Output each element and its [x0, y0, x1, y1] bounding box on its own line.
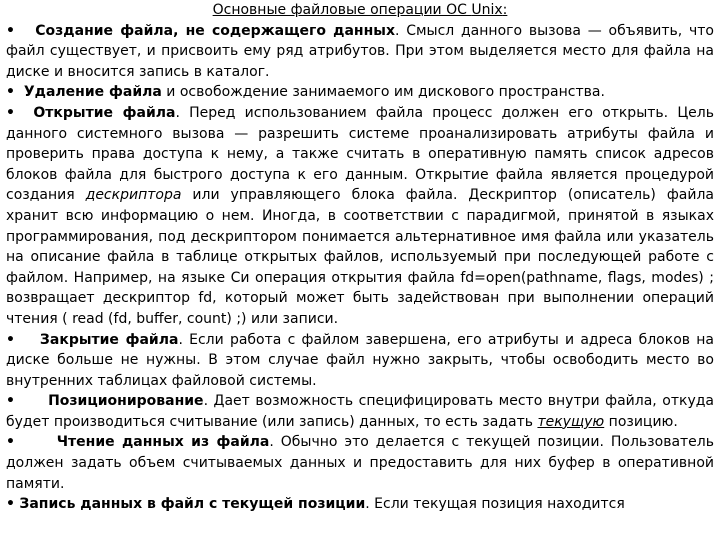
bullet-marker: • [6, 393, 15, 410]
term-positioning: Позиционирование [48, 393, 204, 410]
list-item-delete-file [6, 82, 714, 103]
list-item-close-file [6, 330, 714, 392]
title-prefix: Основные файловые операции ОС [212, 2, 472, 18]
list-item-write-data [6, 494, 714, 515]
desc-open-file-part1: . Перед использованием файла процесс должен его открыть. Цель данного системного вызова — разрешить системе проанализировать атрибуты файла и проверить права доступа к нему, а также считать в оперативную память список адресов блоков файла для быстрого доступа к его данным. Открытие файла является процедурой создания [6, 104, 714, 204]
desc-open-file-part2: или управляющего блока файла. Дескриптор (описатель) файла хранит всю информацию о нем. Иногда, в соответствии с парадигмой, принятой в языках программирования, под дескриптором понимается альтернативное имя файла или указатель на описание файла в таблице открытых файлов, используемый при последующей работе с файлом. Например, на языке Си операция открытия файла fd=open(pathname, flags, modes) ; возвращает дескриптор fd, который может быть задействован при выполнении операций чтения ( read (fd, buffer, count) ;) или записи. [6, 187, 714, 327]
list-item-create-file [6, 21, 714, 83]
bullet-marker: • [6, 84, 15, 101]
desc-positioning-part2: позицию. [604, 413, 678, 430]
bullet-marker: • [6, 434, 15, 451]
page-title [6, 0, 714, 21]
term-close-file: Закрытие файла [39, 331, 179, 348]
desc-read-data: . Обычно это делается с текущей позиции. Пользователь должен задать объем считываемых данных и предоставить для них буфер в оперативной памяти. [6, 434, 714, 492]
title-suffix: : [502, 2, 508, 18]
term-open-file: Открытие файла [33, 104, 176, 121]
desc-positioning-part1: . Дает возможность специфицировать место внутри файла, откуда будет производиться считывание (или запись) данных, то есть задать [6, 393, 714, 430]
desc-write-data: . Если текущая позиция находится [365, 496, 625, 513]
bullet-marker: • [6, 496, 15, 513]
bullet-marker: • [6, 22, 15, 39]
list-item-open-file [6, 103, 714, 330]
desc-close-file: . Если работа с файлом завершена, его атрибуты и адреса блоков на диске больше не нужны. В этом случае файл нужно закрыть, чтобы освободить место во внутренних таблицах файловой системы. [6, 331, 714, 389]
list-item-read-data [6, 432, 714, 494]
term-create-file: Создание файла, не содержащего данных [35, 22, 395, 39]
term-write-data: Запись данных в файл с текущей позиции [19, 496, 366, 513]
term-read-data: Чтение данных из файла [56, 434, 270, 451]
list-item-positioning [6, 391, 714, 432]
term-current: текущую [537, 413, 605, 430]
bullet-marker: • [6, 104, 15, 121]
title-os-name: Unix [471, 2, 503, 18]
term-delete-file: Удаление файла [23, 84, 162, 101]
bullet-marker: • [6, 331, 15, 348]
desc-create-file: . Смысл данного вызова — объявить, что файл существует, и присвоить ему ряд атрибутов. При этом выделяется место для файла на диске и вносится запись в каталог. [6, 22, 714, 80]
desc-delete-file: и освобождение занимаемого им дискового пространства. [161, 84, 605, 101]
term-descriptor: дескриптора [85, 187, 182, 204]
